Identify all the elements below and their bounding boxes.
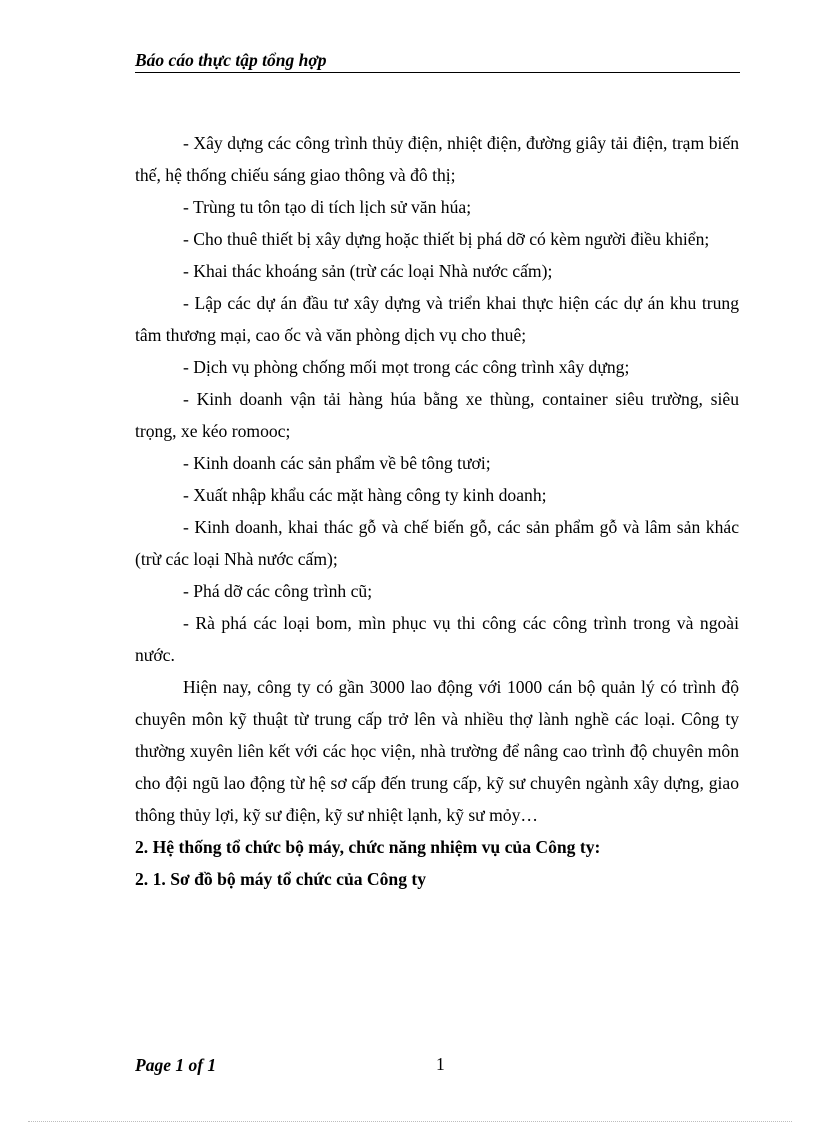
document-body <box>135 127 739 895</box>
section-heading: 2. Hệ thống tổ chức bộ máy, chức năng nhiệm vụ của Công ty: <box>135 837 601 857</box>
paragraph-timber: - Kinh doanh, khai thác gỗ và chế biến gỗ, các sản phẩm gỗ và lâm sản khác (trừ các loại Nhà nước cấm); <box>135 517 739 569</box>
paragraph-equipment-rental: - Cho thuê thiết bị xây dựng hoặc thiết bị phá dỡ có kèm người điều khiển; <box>183 229 710 249</box>
paragraph-mine-clearance: - Rà phá các loại bom, mìn phục vụ thi công các công trình trong và ngoài nước. <box>135 613 739 665</box>
footer-page-number: 1 <box>436 1054 445 1074</box>
paragraph-import-export: - Xuất nhập khẩu các mặt hàng công ty kinh doanh; <box>183 485 547 505</box>
paragraph-termite-control: - Dịch vụ phòng chống mối mọt trong các công trình xây dựng; <box>183 357 630 377</box>
paragraph-mining: - Khai thác khoáng sản (trừ các loại Nhà nước cấm); <box>183 261 553 281</box>
page-header <box>135 49 740 73</box>
footer-page-label: Page 1 of 1 <box>135 1055 217 1075</box>
paragraph-demolition: - Phá dỡ các công trình cũ; <box>183 581 373 601</box>
paragraph-transport: - Kinh doanh vận tải hàng húa bằng xe thùng, container siêu trường, siêu trọng, xe kéo romooc; <box>135 389 739 441</box>
paragraph-restoration: - Trùng tu tôn tạo di tích lịch sử văn húa; <box>183 197 472 217</box>
paragraph-concrete: - Kinh doanh các sản phẩm về bê tông tươi; <box>183 453 491 473</box>
paragraph-workforce: Hiện nay, công ty có gần 3000 lao động với 1000 cán bộ quản lý có trình độ chuyên môn kỹ thuật từ trung cấp trở lên và nhiều thợ lành nghề các loại. Công ty thường xuyên liên kết với các học viện, nhà trường để nâng cao trình độ chuyên môn cho đội ngũ lao động từ hệ sơ cấp đến trung cấp, kỹ sư chuyên ngành xây dựng, giao thông thủy lợi, kỹ sư điện, kỹ sư nhiệt lạnh, kỹ sư mỏy… <box>135 677 739 825</box>
paragraph-investment-projects: - Lập các dự án đầu tư xây dựng và triển khai thực hiện các dự án khu trung tâm thương mại, cao ốc và văn phòng dịch vụ cho thuê; <box>135 293 739 345</box>
paragraph-hydro-power: - Xây dựng các công trình thủy điện, nhiệt điện, đường giây tải điện, trạm biến thế, hệ thống chiếu sáng giao thông và đô thị; <box>135 133 739 185</box>
subsection-heading: 2. 1. Sơ đồ bộ máy tổ chức của Công ty <box>135 869 427 889</box>
page-bottom-divider <box>28 1121 792 1122</box>
header-title: Báo cáo thực tập tổng hợp <box>135 50 327 70</box>
